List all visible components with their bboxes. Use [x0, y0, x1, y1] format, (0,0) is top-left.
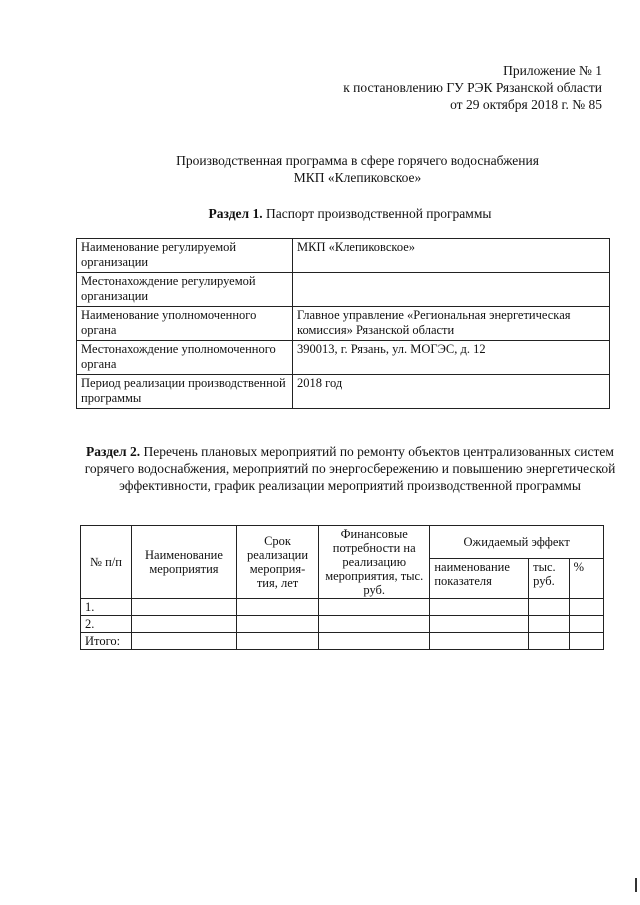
section-2-heading: [70, 443, 630, 494]
passport-name-cell: Местонахождение регулируемой организации: [77, 273, 293, 307]
appendix-line-2: к постановлению ГУ РЭК Рязанской области: [343, 80, 602, 95]
scan-mark: [635, 878, 637, 892]
cell: [569, 599, 603, 616]
header-effect: Ожидаемый эффект: [430, 526, 604, 559]
header-num: № п/п: [81, 526, 132, 599]
passport-value-cell: Главное управление «Региональная энергетическая комиссия» Рязанской области: [293, 307, 610, 341]
cell: [529, 633, 570, 650]
header-finance: Финансовые потребности на реализацию мероприятия, тыс. руб.: [319, 526, 430, 599]
cell: [319, 616, 430, 633]
passport-value-cell: МКП «Клепиковское»: [293, 239, 610, 273]
cell: [236, 633, 318, 650]
cell: [319, 599, 430, 616]
cell: [319, 633, 430, 650]
passport-name-cell: Период реализации производственной программы: [77, 375, 293, 409]
cell: [569, 633, 603, 650]
document-title: [0, 152, 640, 186]
passport-name-cell: Наименование уполномоченного органа: [77, 307, 293, 341]
passport-table: [76, 238, 610, 409]
passport-value-cell: [293, 273, 610, 307]
table-header-row: [81, 526, 604, 559]
cell: [131, 616, 236, 633]
section-2-label: Раздел 2.: [86, 444, 141, 459]
table-row: [81, 616, 604, 633]
title-line-2: МКП «Клепиковское»: [293, 170, 422, 185]
row-total: Итого:: [81, 633, 132, 650]
header-rub: тыс. руб.: [529, 559, 570, 599]
row-num: 2.: [81, 616, 132, 633]
cell: [430, 599, 529, 616]
cell: [236, 599, 318, 616]
cell: [430, 616, 529, 633]
cell: [529, 599, 570, 616]
passport-name-cell: Местонахождение уполномоченного органа: [77, 341, 293, 375]
header-name: Наименование мероприятия: [131, 526, 236, 599]
cell: [569, 616, 603, 633]
table-row: [77, 307, 610, 341]
section-1-heading: [0, 206, 640, 222]
appendix-line-1: Приложение № 1: [503, 63, 602, 78]
section-1-label: Раздел 1.: [208, 206, 263, 221]
header-term: Срок реализации мероприя-тия, лет: [236, 526, 318, 599]
passport-name-cell: Наименование регулируемой организации: [77, 239, 293, 273]
passport-value-cell: 2018 год: [293, 375, 610, 409]
cell: [131, 633, 236, 650]
table-row: [81, 633, 604, 650]
header-indicator: наименование показателя: [430, 559, 529, 599]
table-row: [77, 273, 610, 307]
section-2-text: Перечень плановых мероприятий по ремонту объектов централизованных систем горячего водоснабжения, мероприятий по энергосбережению и повышению энергетической эффективности, график реализации мероприятий производственной программы: [84, 444, 616, 493]
title-line-1: Производственная программа в сфере горячего водоснабжения: [176, 153, 539, 168]
cell: [430, 633, 529, 650]
cell: [529, 616, 570, 633]
measures-table: [80, 525, 604, 650]
row-num: 1.: [81, 599, 132, 616]
passport-value-cell: 390013, г. Рязань, ул. МОГЭС, д. 12: [293, 341, 610, 375]
header-percent: %: [569, 559, 603, 599]
table-row: [77, 341, 610, 375]
table-row: [81, 599, 604, 616]
appendix-header: [343, 62, 602, 113]
appendix-line-3: от 29 октября 2018 г. № 85: [450, 97, 602, 112]
cell: [236, 616, 318, 633]
cell: [131, 599, 236, 616]
table-row: [77, 239, 610, 273]
section-1-text: Паспорт производственной программы: [262, 206, 492, 221]
table-row: [77, 375, 610, 409]
